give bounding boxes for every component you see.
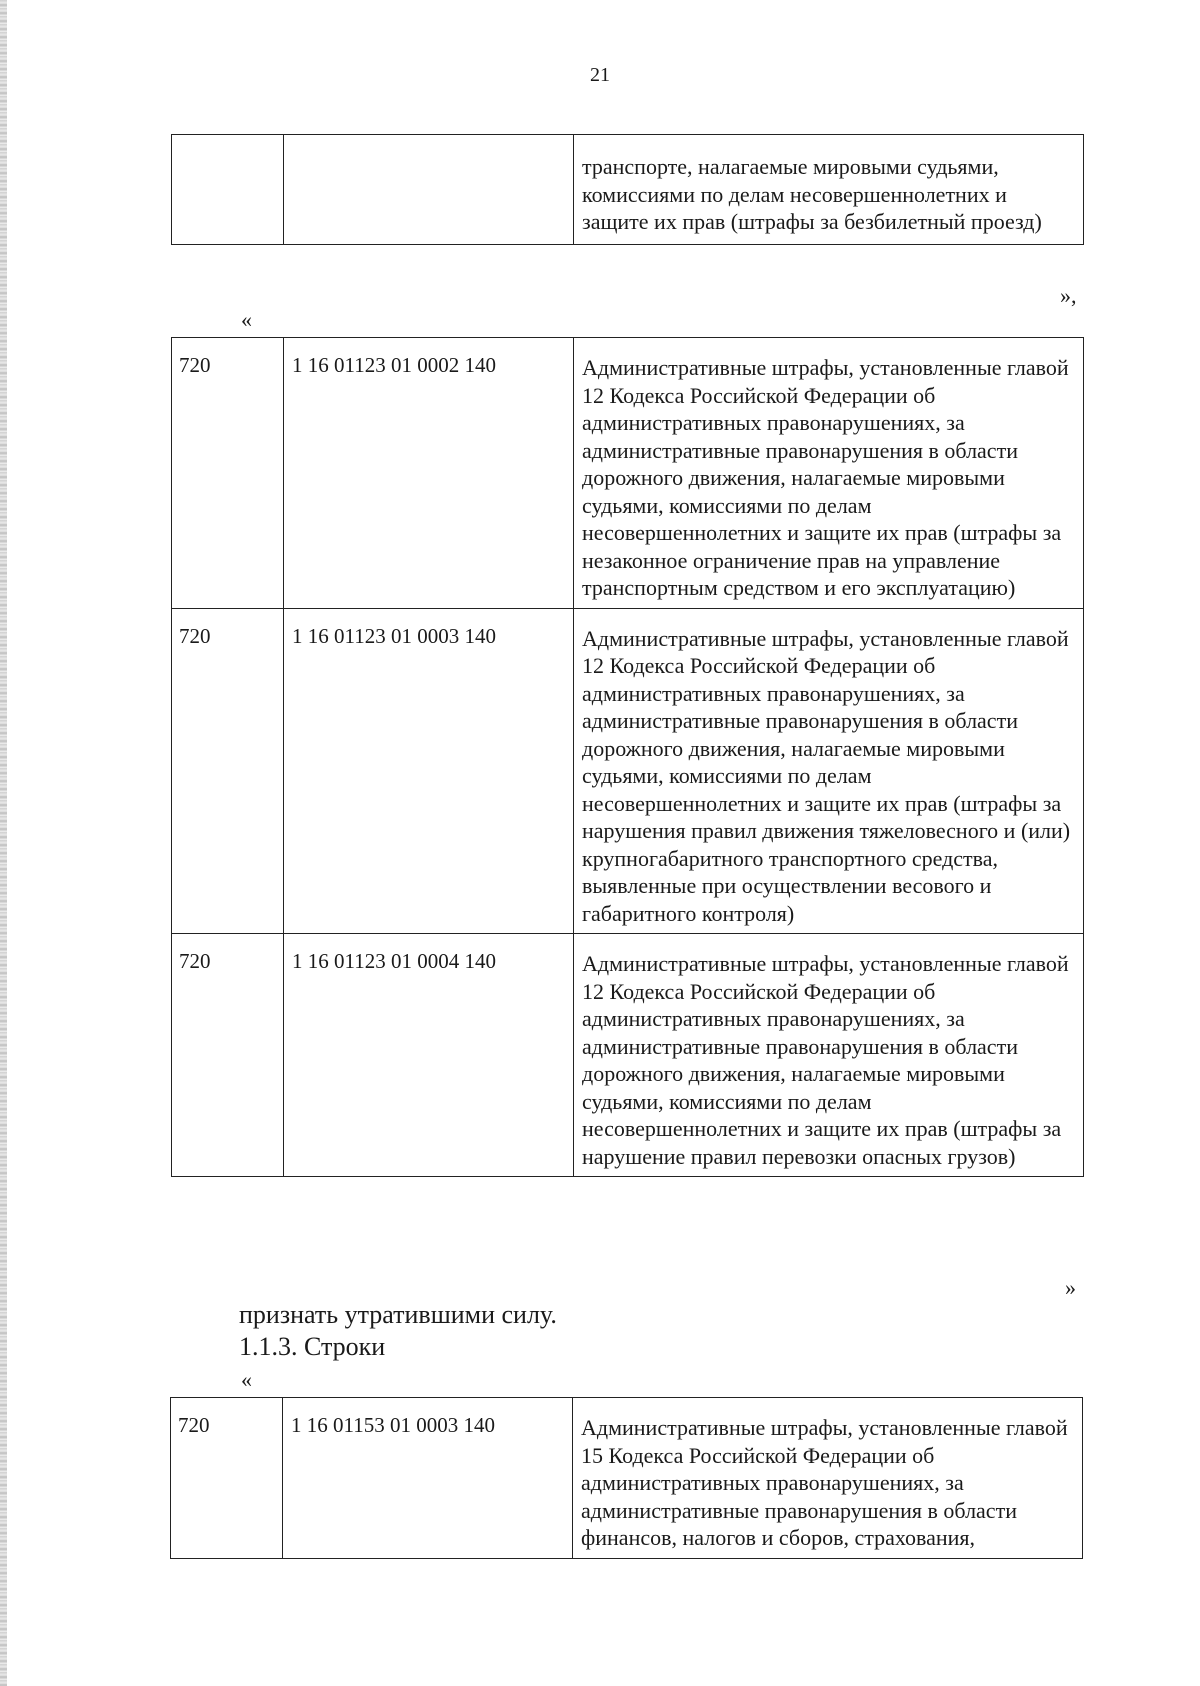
description-cell: Административные штрафы, установленные главой 15 Кодекса Российской Федерации об административных правонарушениях, за административные правонарушения в области финансов, налогов и сборов, страхования, [573, 1398, 1083, 1559]
section-heading: 1.1.3. Строки [239, 1332, 386, 1361]
description-cell: Административные штрафы, установленные главой 12 Кодекса Российской Федерации об административных правонарушениях, за административные правонарушения в области дорожного движения, налагаемые мировыми судьями, комиссиями по делам несовершеннолетних и защите их прав (штрафы за нарушения правил движения тяжеловесного и (или) крупногабаритного транспортного средства, выявленные при осуществлении весового и габаритного контроля) [574, 608, 1084, 934]
page-number: 21 [590, 64, 610, 86]
table-revenue-codes [171, 337, 1084, 1177]
code-cell: 720 [172, 608, 284, 934]
table-row [172, 338, 1084, 609]
table-revenue-codes-continued [170, 1397, 1083, 1559]
recognize-invalid-text: признать утратившими силу. [239, 1300, 557, 1329]
code-cell: 720 [171, 1398, 283, 1559]
table-row [172, 608, 1084, 934]
table-row [171, 1398, 1083, 1559]
code-cell: 720 [172, 338, 284, 609]
code-cell: 720 [172, 934, 284, 1177]
opening-quote: « [241, 1367, 252, 1392]
kbk-cell: 1 16 01123 01 0002 140 [284, 338, 574, 609]
scan-binding-edge [0, 0, 7, 1686]
table-row [172, 135, 1084, 245]
description-cell: Административные штрафы, установленные главой 12 Кодекса Российской Федерации об административных правонарушениях, за административные правонарушения в области дорожного движения, налагаемые мировыми судьями, комиссиями по делам несовершеннолетних и защите их прав (штрафы за незаконное ограничение прав на управление транспортным средством и его эксплуатацию) [574, 338, 1084, 609]
kbk-cell: 1 16 01123 01 0004 140 [284, 934, 574, 1177]
description-cell: Административные штрафы, установленные главой 12 Кодекса Российской Федерации об административных правонарушениях, за административные правонарушения в области дорожного движения, налагаемые мировыми судьями, комиссиями по делам несовершеннолетних и защите их прав (штрафы за нарушение правил перевозки опасных грузов) [574, 934, 1084, 1177]
opening-quote: « [241, 307, 252, 332]
table-continuation [171, 134, 1084, 245]
kbk-cell: 1 16 01123 01 0003 140 [284, 608, 574, 934]
kbk-cell [284, 135, 574, 245]
description-cell: транспорте, налагаемые мировыми судьями, комиссиями по делам несовершеннолетних и защите их прав (штрафы за безбилетный проезд) [574, 135, 1084, 245]
kbk-cell: 1 16 01153 01 0003 140 [283, 1398, 573, 1559]
closing-quote-comma: », [1060, 283, 1077, 308]
code-cell [172, 135, 284, 245]
closing-quote: » [1065, 1275, 1076, 1300]
table-row [172, 934, 1084, 1177]
